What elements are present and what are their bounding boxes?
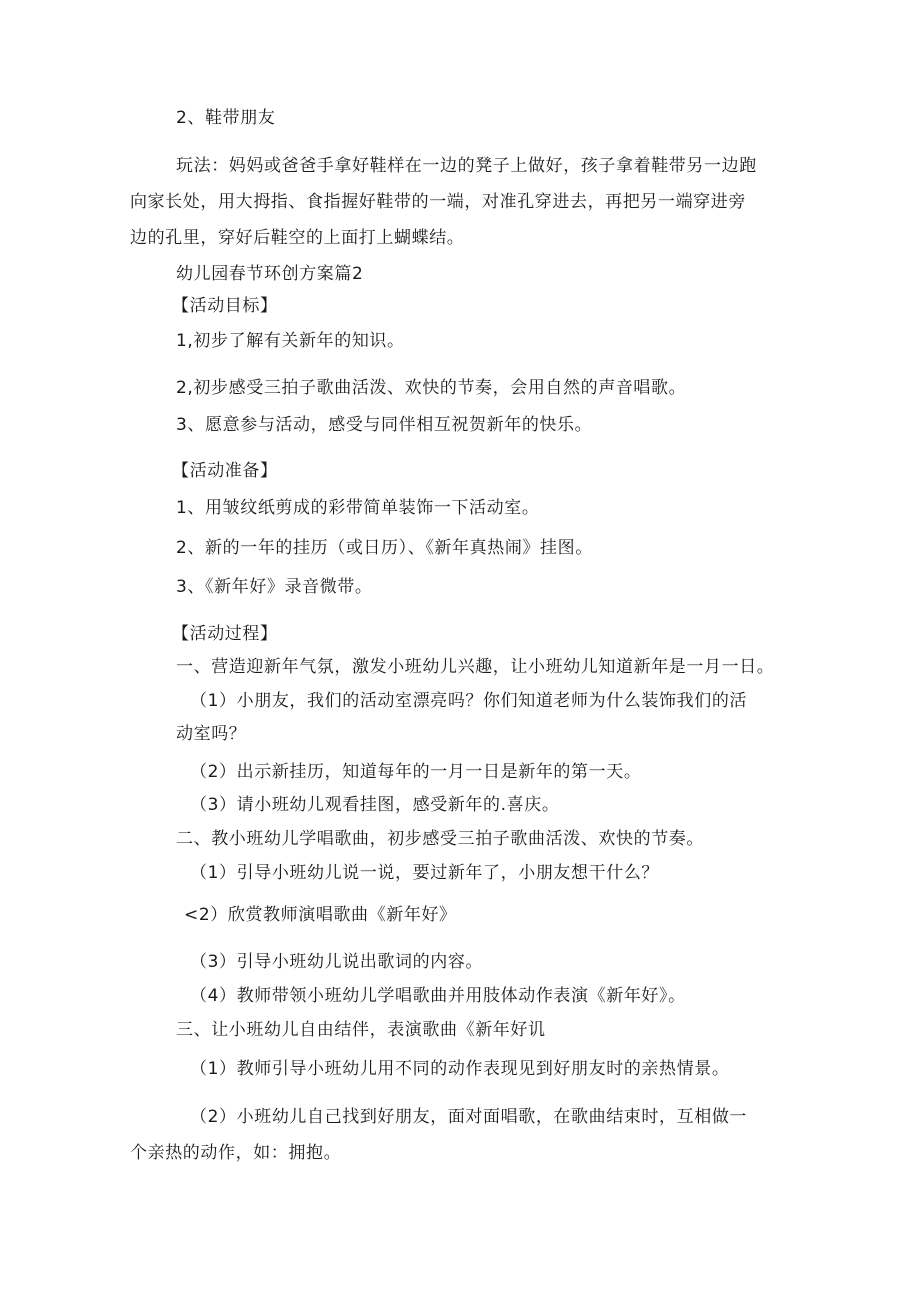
section-title: 幼儿园春节环创方案篇2 — [176, 264, 364, 284]
sub-step: <2）欣赏教师演唱歌曲《新年好》 — [184, 905, 457, 925]
item-heading-shoelace-friend: 2、鞋带朋友 — [176, 108, 276, 128]
sub-step: （3）请小班幼儿观看挂图，感受新年的.喜庆。 — [190, 795, 560, 815]
paragraph-line: 玩法：妈妈或爸爸手拿好鞋样在一边的凳子上做好，孩子拿着鞋带另一边跑 — [176, 156, 757, 176]
list-item: 2,初步感受三拍子歌曲活泼、欢快的节奏，会用自然的声音唱歌。 — [176, 378, 687, 398]
list-item: 2、新的一年的挂历（或日历）、《新年真热闹》挂图。 — [176, 538, 593, 558]
sub-step: （1）教师引导小班幼儿用不同的动作表现见到好朋友时的亲热情景。 — [190, 1059, 730, 1079]
list-item: 3、愿意参与活动，感受与同伴相互祝贺新年的快乐。 — [176, 415, 593, 435]
section-heading-goals: 【活动目标】 — [172, 296, 278, 316]
section-heading-process: 【活动过程】 — [172, 624, 278, 644]
paragraph-line: 向家长处，用大拇指、食指握好鞋带的一端，对准孔穿进去，再把另一端穿进旁 — [130, 192, 746, 212]
sub-step: （2）出示新挂历，知道每年的一月一日是新年的第一天。 — [190, 762, 642, 782]
sub-step: （2）小班幼儿自己找到好朋友，面对面唱歌，在歌曲结束时，互相做一 — [190, 1107, 748, 1127]
sub-step: （3）引导小班幼儿说出歌词的内容。 — [190, 952, 484, 972]
sub-step: （4）教师带领小班幼儿学唱歌曲并用肢体动作表演《新年好》。 — [190, 986, 686, 1006]
list-item: 3、《新年好》录音微带。 — [176, 577, 373, 597]
sub-step-continued: 动室吗？ — [176, 724, 247, 744]
section-heading-preparation: 【活动准备】 — [172, 461, 278, 481]
list-item: 1,初步了解有关新年的知识。 — [176, 331, 405, 351]
paragraph-line: 边的孔里，穿好后鞋空的上面打上蝴蝶结。 — [130, 228, 465, 248]
step-heading: 三、让小班幼儿自由结伴，表演歌曲《新年好讥 — [176, 1020, 546, 1040]
step-heading: 二、教小班幼儿学唱歌曲，初步感受三拍子歌曲活泼、欢快的节奏。 — [176, 829, 704, 849]
sub-step: （1）引导小班幼儿说一说，要过新年了，小朋友想干什么？ — [190, 863, 660, 883]
sub-step-continued: 个亲热的动作，如：拥抱。 — [130, 1143, 342, 1163]
list-item: 1、用皱纹纸剪成的彩带简单装饰一下活动室。 — [176, 498, 540, 518]
sub-step: （1）小朋友，我们的活动室漂亮吗？你们知道老师为什么装饰我们的活 — [190, 691, 748, 711]
step-heading: 一、营造迎新年气氛，激发小班幼儿兴趣，让小班幼儿知道新年是一月一日。 — [176, 657, 775, 677]
